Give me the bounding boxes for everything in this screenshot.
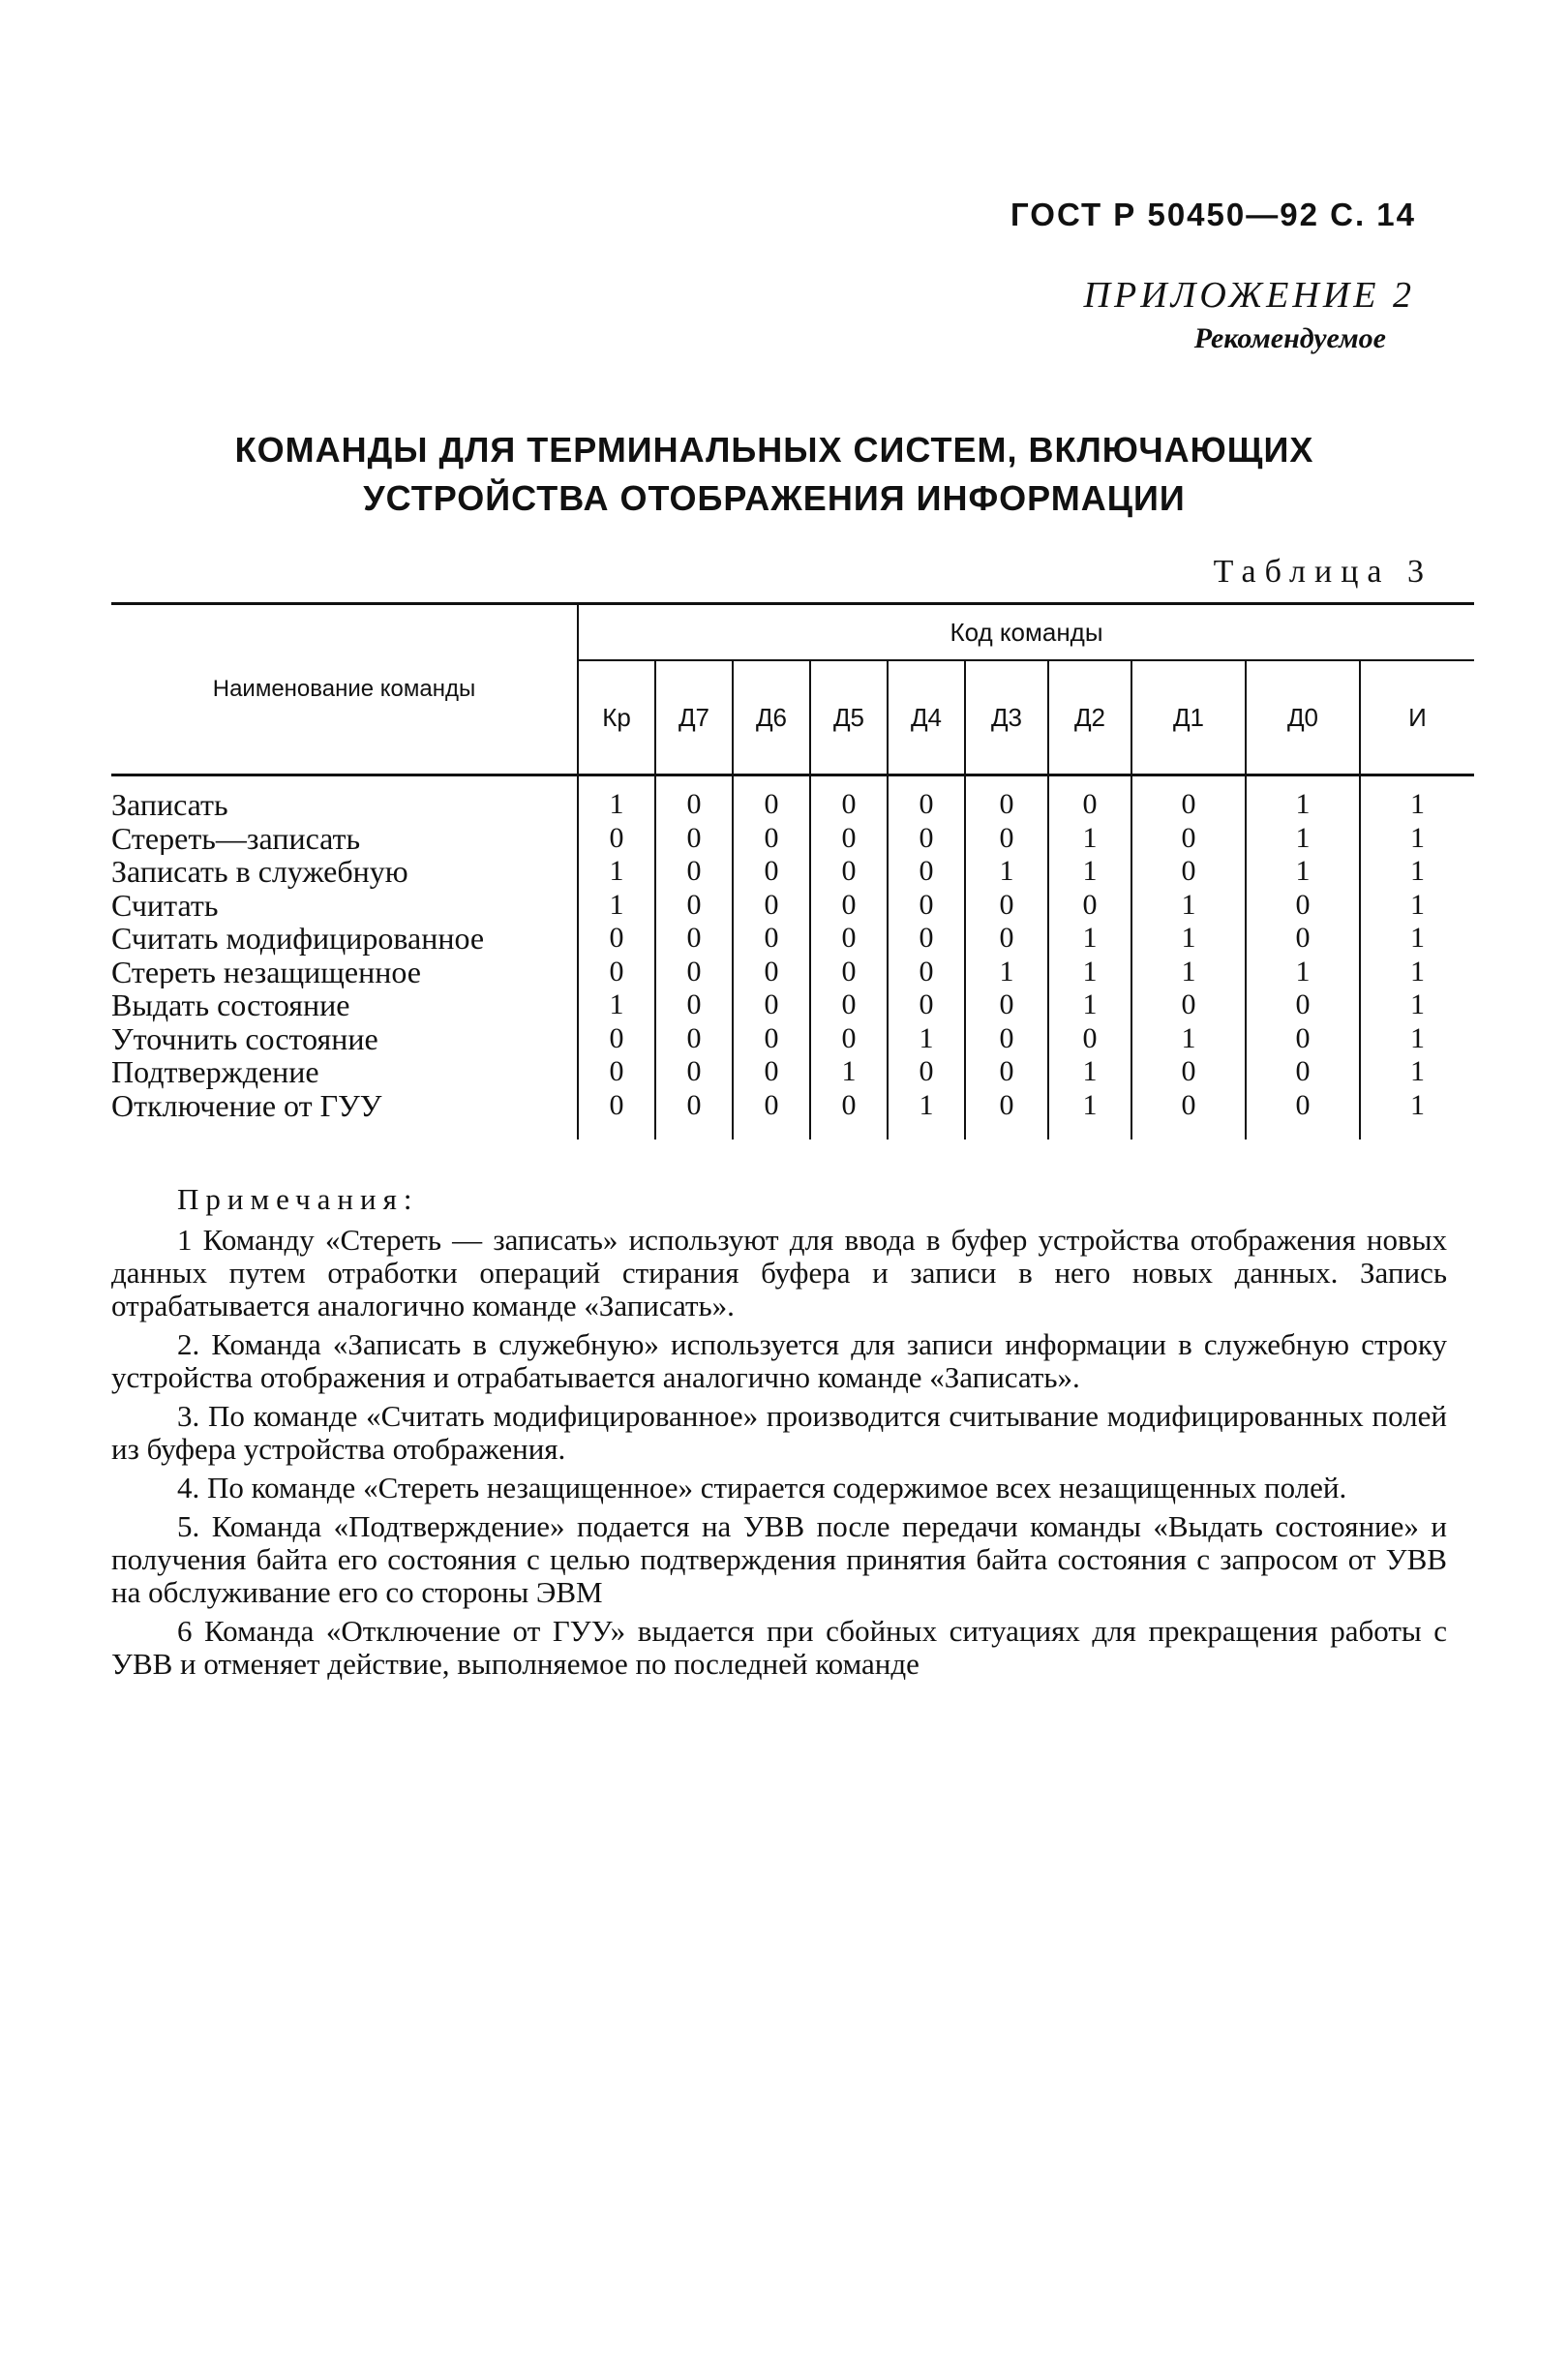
table-row <box>111 956 1474 989</box>
bit-header: И <box>1360 660 1474 775</box>
bit-value: 0 <box>888 855 965 889</box>
bit-value: 1 <box>1048 988 1131 1022</box>
bit-value: 0 <box>810 956 888 989</box>
table-row <box>111 855 1474 889</box>
command-name: Стереть незащищенное <box>111 955 421 988</box>
bit-value: 1 <box>1246 775 1360 822</box>
bit-value: 1 <box>888 1089 965 1140</box>
bit-value: 0 <box>733 1089 810 1140</box>
notes-list <box>111 1224 1447 1681</box>
bit-value: 0 <box>655 988 733 1022</box>
bit-header: Д0 <box>1246 660 1360 775</box>
bit-value: 0 <box>733 775 810 822</box>
command-code-table <box>111 602 1474 1139</box>
bit-value: 0 <box>1131 822 1246 856</box>
bit-value: 0 <box>733 956 810 989</box>
bit-value: 0 <box>578 1055 655 1089</box>
table-row <box>111 889 1474 923</box>
note-item: 3. По команде «Считать модифицированное» производится считывание модифицированных полей из буфера устройства отображения. <box>111 1399 1447 1466</box>
table-row <box>111 922 1474 956</box>
bit-value: 0 <box>1131 855 1246 889</box>
bit-value: 0 <box>655 1022 733 1056</box>
bit-value: 0 <box>810 775 888 822</box>
bit-value: 0 <box>1131 988 1246 1022</box>
bit-value: 0 <box>888 822 965 856</box>
bit-value: 0 <box>733 822 810 856</box>
table-row <box>111 1055 1474 1089</box>
appendix-label: ПРИЛОЖЕНИЕ 2 <box>1083 275 1415 316</box>
table-row <box>111 1022 1474 1056</box>
bit-header: Д6 <box>733 660 810 775</box>
bit-value: 1 <box>1246 822 1360 856</box>
command-name: Записать <box>111 787 228 822</box>
command-name: Выдать состояние <box>111 988 350 1022</box>
bit-value: 0 <box>655 922 733 956</box>
bit-value: 1 <box>1360 775 1474 822</box>
table-body <box>111 775 1474 1140</box>
bit-value: 0 <box>888 988 965 1022</box>
bit-value: 0 <box>655 1089 733 1140</box>
bit-header: Д1 <box>1131 660 1246 775</box>
bit-value: 0 <box>965 988 1048 1022</box>
bit-value: 1 <box>578 988 655 1022</box>
bit-value: 0 <box>578 1022 655 1056</box>
note-item: 5. Команда «Подтверждение» подается на УВВ после передачи команды «Выдать состояние» и получения байта его состояния с целью подтверждения принятия байта состояния с запросом от УВВ на обслуживание его со стороны ЭВМ <box>111 1509 1447 1609</box>
bit-value: 1 <box>1360 822 1474 856</box>
bit-value: 1 <box>1131 922 1246 956</box>
bit-value: 0 <box>965 1055 1048 1089</box>
bit-value: 0 <box>655 1055 733 1089</box>
bit-value: 1 <box>1360 922 1474 956</box>
bit-value: 0 <box>888 922 965 956</box>
bit-value: 1 <box>1048 922 1131 956</box>
bit-value: 0 <box>810 988 888 1022</box>
table-row <box>111 1089 1474 1140</box>
bit-value: 1 <box>965 855 1048 889</box>
bit-value: 1 <box>1048 822 1131 856</box>
bit-value: 0 <box>733 1022 810 1056</box>
table-row <box>111 988 1474 1022</box>
bit-value: 0 <box>888 956 965 989</box>
note-item: 6 Команда «Отключение от ГУУ» выдается при сбойных ситуациях для прекращения работы с УВВ и отменяет действие, выполняемое по последней команде <box>111 1614 1447 1681</box>
bit-header: Д2 <box>1048 660 1131 775</box>
command-name: Подтверждение <box>111 1055 319 1089</box>
name-column-header: Наименование команды <box>111 604 578 775</box>
bit-value: 0 <box>1048 775 1131 822</box>
bit-value: 1 <box>1131 1022 1246 1056</box>
bit-value: 1 <box>1360 889 1474 923</box>
bit-value: 0 <box>965 1022 1048 1056</box>
command-name: Считать модифицированное <box>111 922 485 956</box>
appendix-status: Рекомендуемое <box>1193 322 1386 354</box>
title-line-2: УСТРОЙСТВА ОТОБРАЖЕНИЯ ИНФОРМАЦИИ <box>363 478 1186 518</box>
bit-value: 0 <box>810 889 888 923</box>
document-title <box>136 426 1413 523</box>
bit-value: 1 <box>1360 988 1474 1022</box>
code-group-header: Код команды <box>578 604 1474 661</box>
bit-value: 0 <box>655 775 733 822</box>
command-name: Стереть—записать <box>111 821 361 855</box>
bit-value: 1 <box>1131 956 1246 989</box>
bit-value: 0 <box>810 1089 888 1140</box>
bit-value: 1 <box>965 956 1048 989</box>
bit-value: 0 <box>1246 1022 1360 1056</box>
bit-value: 1 <box>1131 889 1246 923</box>
command-name: Отключение от ГУУ <box>111 1088 382 1123</box>
bit-value: 1 <box>1360 855 1474 889</box>
bit-value: 0 <box>1246 1055 1360 1089</box>
bit-value: 0 <box>655 855 733 889</box>
bit-value: 0 <box>578 922 655 956</box>
bit-value: 0 <box>810 922 888 956</box>
bit-value: 0 <box>965 822 1048 856</box>
bit-value: 0 <box>1246 988 1360 1022</box>
note-item: 4. По команде «Стереть незащищенное» стирается содержимое всех незащищенных полей. <box>177 1471 1347 1504</box>
bit-value: 0 <box>733 988 810 1022</box>
bit-value: 1 <box>1360 956 1474 989</box>
bit-header: Д5 <box>810 660 888 775</box>
command-name: Уточнить состояние <box>111 1021 378 1055</box>
note-item: 2. Команда «Записать в служебную» используется для записи информации в служебную строку устройства отображения и отрабатывается аналогично команде «Записать». <box>111 1327 1447 1394</box>
bit-value: 0 <box>578 956 655 989</box>
bit-value: 1 <box>1048 956 1131 989</box>
table-label: Таблица 3 <box>1213 554 1432 590</box>
bit-value: 0 <box>733 889 810 923</box>
table-row <box>111 822 1474 856</box>
bit-value: 0 <box>1246 889 1360 923</box>
document-reference: ГОСТ Р 50450—92 С. 14 <box>1010 197 1416 232</box>
table-row <box>111 775 1474 822</box>
bit-value: 0 <box>733 1055 810 1089</box>
bit-header: Д3 <box>965 660 1048 775</box>
bit-value: 0 <box>1131 775 1246 822</box>
bit-value: 0 <box>1246 922 1360 956</box>
bit-value: 0 <box>1131 1055 1246 1089</box>
bit-value: 1 <box>1048 1055 1131 1089</box>
bit-value: 0 <box>655 822 733 856</box>
bit-value: 1 <box>578 889 655 923</box>
bit-value: 0 <box>810 855 888 889</box>
bit-value: 1 <box>810 1055 888 1089</box>
bit-header: Д7 <box>655 660 733 775</box>
bit-value: 0 <box>655 956 733 989</box>
bit-value: 0 <box>1131 1089 1246 1140</box>
bit-value: 1 <box>1360 1022 1474 1056</box>
title-line-1: КОМАНДЫ ДЛЯ ТЕРМИНАЛЬНЫХ СИСТЕМ, ВКЛЮЧАЮЩИХ <box>234 430 1314 470</box>
bit-value: 0 <box>733 855 810 889</box>
notes-heading: Примечания: <box>177 1182 419 1216</box>
bit-value: 1 <box>578 855 655 889</box>
bit-value: 0 <box>810 822 888 856</box>
command-name: Записать в служебную <box>111 855 408 889</box>
bit-value: 0 <box>578 1089 655 1140</box>
bit-value: 0 <box>888 1055 965 1089</box>
bit-value: 1 <box>888 1022 965 1056</box>
bit-value: 0 <box>965 775 1048 822</box>
bit-value: 1 <box>1246 956 1360 989</box>
bit-value: 0 <box>888 775 965 822</box>
bit-value: 1 <box>1246 855 1360 889</box>
note-item: 1 Команду «Стереть — записать» используют для ввода в буфер устройства отображения новых данных путем отработки операций стирания буфера и записи в него новых данных. Запись отрабатывается аналогично команде «Записать». <box>111 1223 1447 1322</box>
bit-value: 1 <box>1048 855 1131 889</box>
bit-value: 0 <box>965 922 1048 956</box>
bit-value: 0 <box>578 822 655 856</box>
bit-value: 1 <box>1360 1055 1474 1089</box>
bit-value: 0 <box>1048 889 1131 923</box>
command-name: Считать <box>111 888 219 922</box>
bit-value: 1 <box>578 775 655 822</box>
bit-value: 0 <box>1246 1089 1360 1140</box>
bit-value: 0 <box>810 1022 888 1056</box>
bit-value: 0 <box>1048 1022 1131 1056</box>
bit-value: 1 <box>1048 1089 1131 1140</box>
bit-value: 0 <box>965 889 1048 923</box>
bit-value: 0 <box>733 922 810 956</box>
notes-section <box>111 1183 1447 1686</box>
bit-value: 0 <box>888 889 965 923</box>
bit-header: Кр <box>578 660 655 775</box>
bit-value: 0 <box>965 1089 1048 1140</box>
bit-header: Д4 <box>888 660 965 775</box>
bit-value: 1 <box>1360 1089 1474 1140</box>
bit-value: 0 <box>655 889 733 923</box>
